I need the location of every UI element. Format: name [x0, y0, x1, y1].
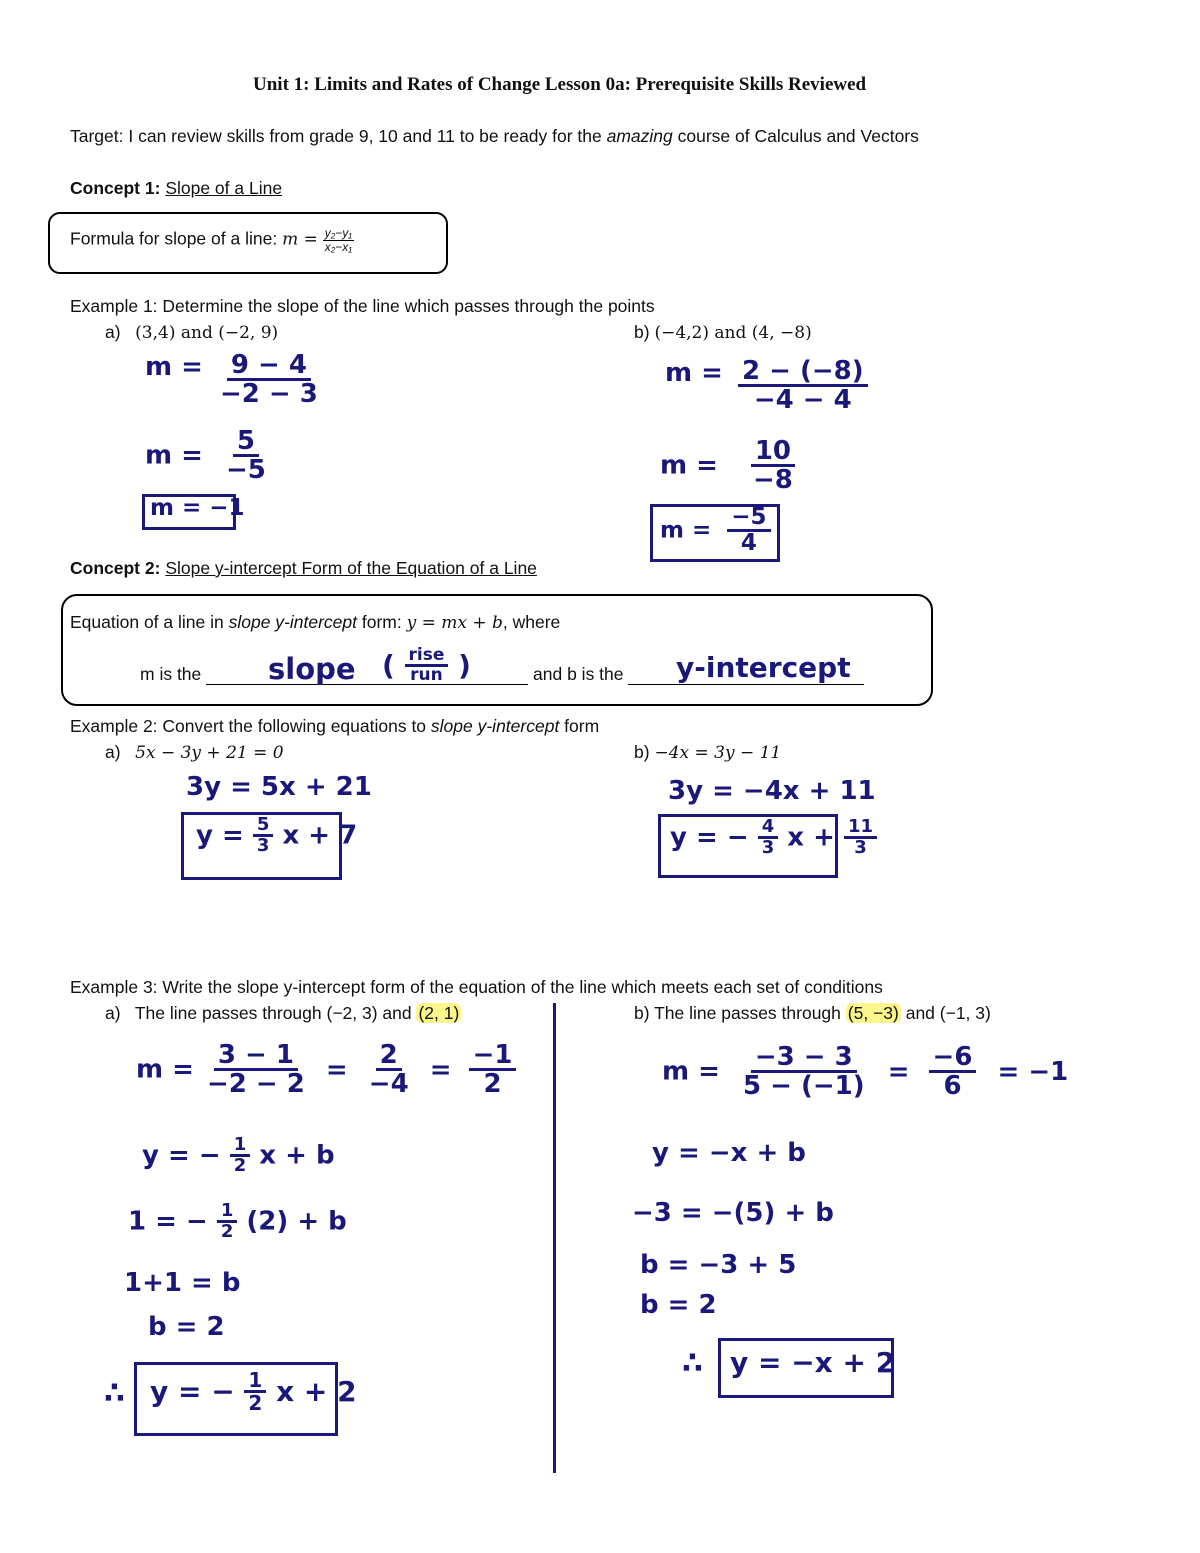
ex3a-slope-line — [136, 1042, 516, 1097]
ex2a-ans-y: y = — [196, 820, 244, 851]
example3-prompt: Example 3: Write the slope y-intercept form of the equation of the line which meets each set of conditions — [70, 977, 883, 997]
ex3a-line5: b = 2 — [148, 1312, 225, 1342]
ex3a-frac3 — [469, 1042, 517, 1097]
ex2b-answer — [670, 818, 877, 857]
ex2-suffix: form — [559, 716, 600, 736]
ex3a-line3-frac — [217, 1202, 238, 1241]
ex3a-frac2 — [365, 1042, 413, 1097]
example2-a-label: a) — [105, 742, 121, 762]
hw-rise-run-frac — [405, 647, 449, 684]
example1-a-label: a) — [105, 322, 121, 342]
ex1a-frac2 — [222, 428, 270, 483]
ex1b-m1: m = — [665, 358, 723, 388]
ex2b-line1: 3y = −4x + 11 — [668, 776, 876, 806]
ex3a-line2-frac — [230, 1136, 251, 1175]
hw-slope: slope — [268, 652, 356, 686]
concept1-heading — [70, 178, 282, 199]
ex1b-answer-frac — [727, 506, 770, 555]
ex3b-eq2: = −1 — [997, 1056, 1069, 1087]
ex3a-line3-d: 2 — [220, 1221, 234, 1242]
ex3b-line4: b = −3 + 5 — [640, 1250, 797, 1280]
slope-intercept-equation — [70, 612, 560, 633]
ex2b-ans-frac1 — [758, 818, 779, 857]
ex2a-ans-frac — [253, 816, 274, 855]
ex3b-n1: −3 − 3 — [751, 1044, 857, 1073]
ex3a-line2 — [142, 1136, 335, 1175]
ex3b-therefore: ∴ — [682, 1346, 703, 1381]
ex3b-slope-line — [662, 1044, 1068, 1099]
ex3a-line4: 1+1 = b — [124, 1268, 241, 1298]
target-statement — [70, 126, 919, 147]
slope-formula-m: m = — [282, 229, 318, 250]
b-is-label: and b is the — [533, 664, 624, 684]
example1-a-points: (3,4) and (−2, 9) — [135, 323, 279, 343]
target-prefix: Target: I can review skills from grade 9, 10 and 11 to be ready for the — [70, 126, 607, 146]
ex2b-ans-mid: x + — [787, 822, 835, 853]
slope-intercept-box — [61, 594, 933, 706]
concept1-name: Slope of a Line — [165, 178, 283, 198]
ex3b-d2: 6 — [943, 1071, 962, 1101]
slope-formula-fraction — [323, 227, 354, 253]
ex3a-frac1 — [203, 1042, 309, 1097]
page-title: Unit 1: Limits and Rates of Change Lesson 0a: Prerequisite Skills Reviewed — [253, 74, 867, 95]
ex3a-ans-pre: y = − — [150, 1375, 235, 1408]
ex3b-line3: −3 = −(5) + b — [632, 1198, 834, 1228]
ex1b-num1: 2 − (−8) — [738, 358, 868, 387]
ex1b-work-line1 — [665, 358, 868, 413]
ex3b-line5: b = 2 — [640, 1290, 717, 1320]
ex3a-eq1: = — [325, 1054, 348, 1085]
hw-y-intercept: y-intercept — [676, 651, 851, 684]
eq-formula: y = mx + b — [406, 613, 503, 633]
m-is-label: m is the — [140, 664, 202, 684]
example2-b-equation: −4x = 3y − 11 — [654, 743, 782, 763]
ex3a-n2: 2 — [376, 1042, 402, 1071]
ex1a-num2: 5 — [233, 428, 259, 457]
example3-b-text: The line passes through — [654, 1003, 846, 1023]
example1-b — [634, 322, 812, 343]
ex1b-frac2 — [749, 438, 797, 493]
ex1a-work-line1 — [145, 352, 322, 407]
eq-mid: form: — [357, 612, 407, 632]
ex3a-ans-frac — [244, 1370, 266, 1413]
ex3a-d1: −2 − 2 — [207, 1069, 305, 1099]
ex3a-eq2: = — [429, 1054, 452, 1085]
concept2-heading — [70, 558, 537, 579]
ex1b-m2: m = — [660, 450, 718, 481]
column-divider — [553, 1003, 556, 1473]
m-blank — [206, 664, 528, 685]
ex1b-answer — [660, 506, 771, 555]
ex2a-answer — [196, 816, 357, 855]
ex1a-m1: m = — [145, 352, 203, 382]
ex3b-m: m = — [662, 1056, 720, 1087]
eq-prefix: Equation of a line in — [70, 612, 229, 632]
example2-prompt — [70, 716, 599, 737]
ex2b-ans-frac2 — [844, 818, 877, 857]
slope-formula-numerator: y₂−y₁ — [324, 226, 353, 240]
ex1b-frac1 — [738, 358, 868, 413]
ex1b-answer-den: 4 — [740, 530, 757, 556]
hw-paren-close: ) — [458, 649, 471, 682]
example1-b-points: (−4,2) and (4, −8) — [654, 323, 812, 343]
ex1a-den2: −5 — [226, 455, 266, 485]
ex2a-ans-den: 3 — [256, 835, 270, 856]
example3-a-label: a) — [105, 1003, 121, 1023]
ex1b-answer-m: m = — [660, 517, 712, 544]
ex3a-line3-post: (2) + b — [246, 1206, 347, 1237]
ex1a-den1: −2 − 3 — [220, 379, 318, 409]
ex3b-frac1 — [739, 1044, 869, 1099]
ex1b-work-line2 — [660, 438, 797, 493]
ex1a-answer: m = −1 — [150, 495, 245, 521]
target-emphasis: amazing — [606, 126, 673, 146]
ex2-prefix: Example 2: Convert the following equations to — [70, 716, 431, 736]
ex3b-line2: y = −x + b — [652, 1138, 806, 1168]
ex3a-therefore: ∴ — [104, 1376, 125, 1411]
ex2b-ans-num2: 11 — [844, 818, 877, 839]
slope-formula-label: Formula for slope of a line: — [70, 228, 278, 249]
ex1b-answer-num: −5 — [727, 506, 770, 532]
ex3a-n3: −1 — [469, 1042, 517, 1071]
ex3b-frac2 — [929, 1044, 977, 1099]
ex2a-line1: 3y = 5x + 21 — [186, 772, 372, 802]
ex1a-work-line2 — [145, 428, 270, 483]
hw-rise: rise — [405, 647, 449, 667]
ex3a-d2: −4 — [368, 1069, 409, 1099]
ex3a-line2-pre: y = − — [142, 1140, 221, 1171]
example2-b — [634, 742, 781, 763]
ex1b-den1: −4 − 4 — [753, 385, 852, 415]
ex2b-ans-num1: 4 — [758, 818, 779, 839]
ex2b-ans-y: y = − — [670, 822, 749, 853]
ex3a-ans-n: 1 — [244, 1370, 266, 1393]
eq-suffix: , where — [502, 612, 561, 632]
example3-b-highlight: (5, −3) — [847, 1003, 899, 1023]
ex3a-ans-d: 2 — [248, 1391, 263, 1415]
ex3a-n1: 3 − 1 — [214, 1042, 298, 1071]
example3-b-label: b) — [634, 1003, 650, 1023]
example3-a-text: The line passes through (−2, 3) and — [134, 1003, 417, 1023]
example2-a — [105, 742, 284, 763]
ex1b-den2: −8 — [753, 465, 793, 495]
eq-emphasis: slope y-intercept — [228, 612, 357, 632]
ex3b-answer: y = −x + 2 — [730, 1346, 896, 1379]
ex3a-line2-d: 2 — [233, 1155, 247, 1176]
ex2a-ans-tail: x + 7 — [282, 820, 358, 851]
ex2b-ans-den2: 3 — [854, 837, 867, 858]
hw-rise-over-run — [382, 647, 471, 684]
example1-prompt: Example 1: Determine the slope of the line which passes through the points — [70, 296, 655, 316]
example3-a — [105, 1003, 461, 1024]
example3-b — [634, 1003, 991, 1024]
example2-b-label: b) — [634, 742, 650, 762]
concept2-label: Concept 2: — [70, 558, 161, 578]
ex1a-m2: m = — [145, 440, 203, 471]
slope-formula — [70, 227, 354, 253]
example3-a-highlight: (2, 1) — [418, 1003, 460, 1023]
ex3a-line3-n: 1 — [217, 1202, 238, 1223]
ex2-emphasis: slope y-intercept — [430, 716, 560, 736]
ex3b-d1: 5 − (−1) — [743, 1071, 865, 1101]
ex3a-line3-pre: 1 = − — [128, 1206, 208, 1237]
ex2a-ans-num: 5 — [253, 816, 274, 837]
ex2b-ans-den1: 3 — [761, 837, 775, 858]
ex3a-ans-post: x + 2 — [276, 1375, 357, 1408]
ex3a-m: m = — [136, 1054, 194, 1085]
ex3a-d3: 2 — [483, 1069, 502, 1099]
ex1a-num1: 9 − 4 — [227, 352, 311, 381]
slope-formula-denominator: x₂−x₁ — [324, 239, 353, 254]
ex3a-answer — [150, 1370, 357, 1413]
ex3b-eq1: = — [887, 1056, 910, 1087]
example1-b-label: b) — [634, 322, 650, 342]
hw-paren-open: ( — [382, 649, 395, 682]
ex1a-frac1 — [216, 352, 322, 407]
concept1-label: Concept 1: — [70, 178, 161, 198]
target-suffix: course of Calculus and Vectors — [672, 126, 919, 146]
example3-b-tail: and (−1, 3) — [900, 1003, 991, 1023]
ex1b-num2: 10 — [751, 438, 795, 467]
concept2-name: Slope y-intercept Form of the Equation of a Line — [165, 558, 537, 578]
ex3a-line2-n: 1 — [230, 1136, 251, 1157]
example1-a — [105, 322, 278, 343]
ex3b-n2: −6 — [929, 1044, 977, 1073]
hw-run: run — [410, 665, 443, 685]
ex3a-line2-post: x + b — [259, 1140, 335, 1171]
example2-a-equation: 5x − 3y + 21 = 0 — [135, 743, 284, 763]
ex3a-line3 — [128, 1202, 347, 1241]
